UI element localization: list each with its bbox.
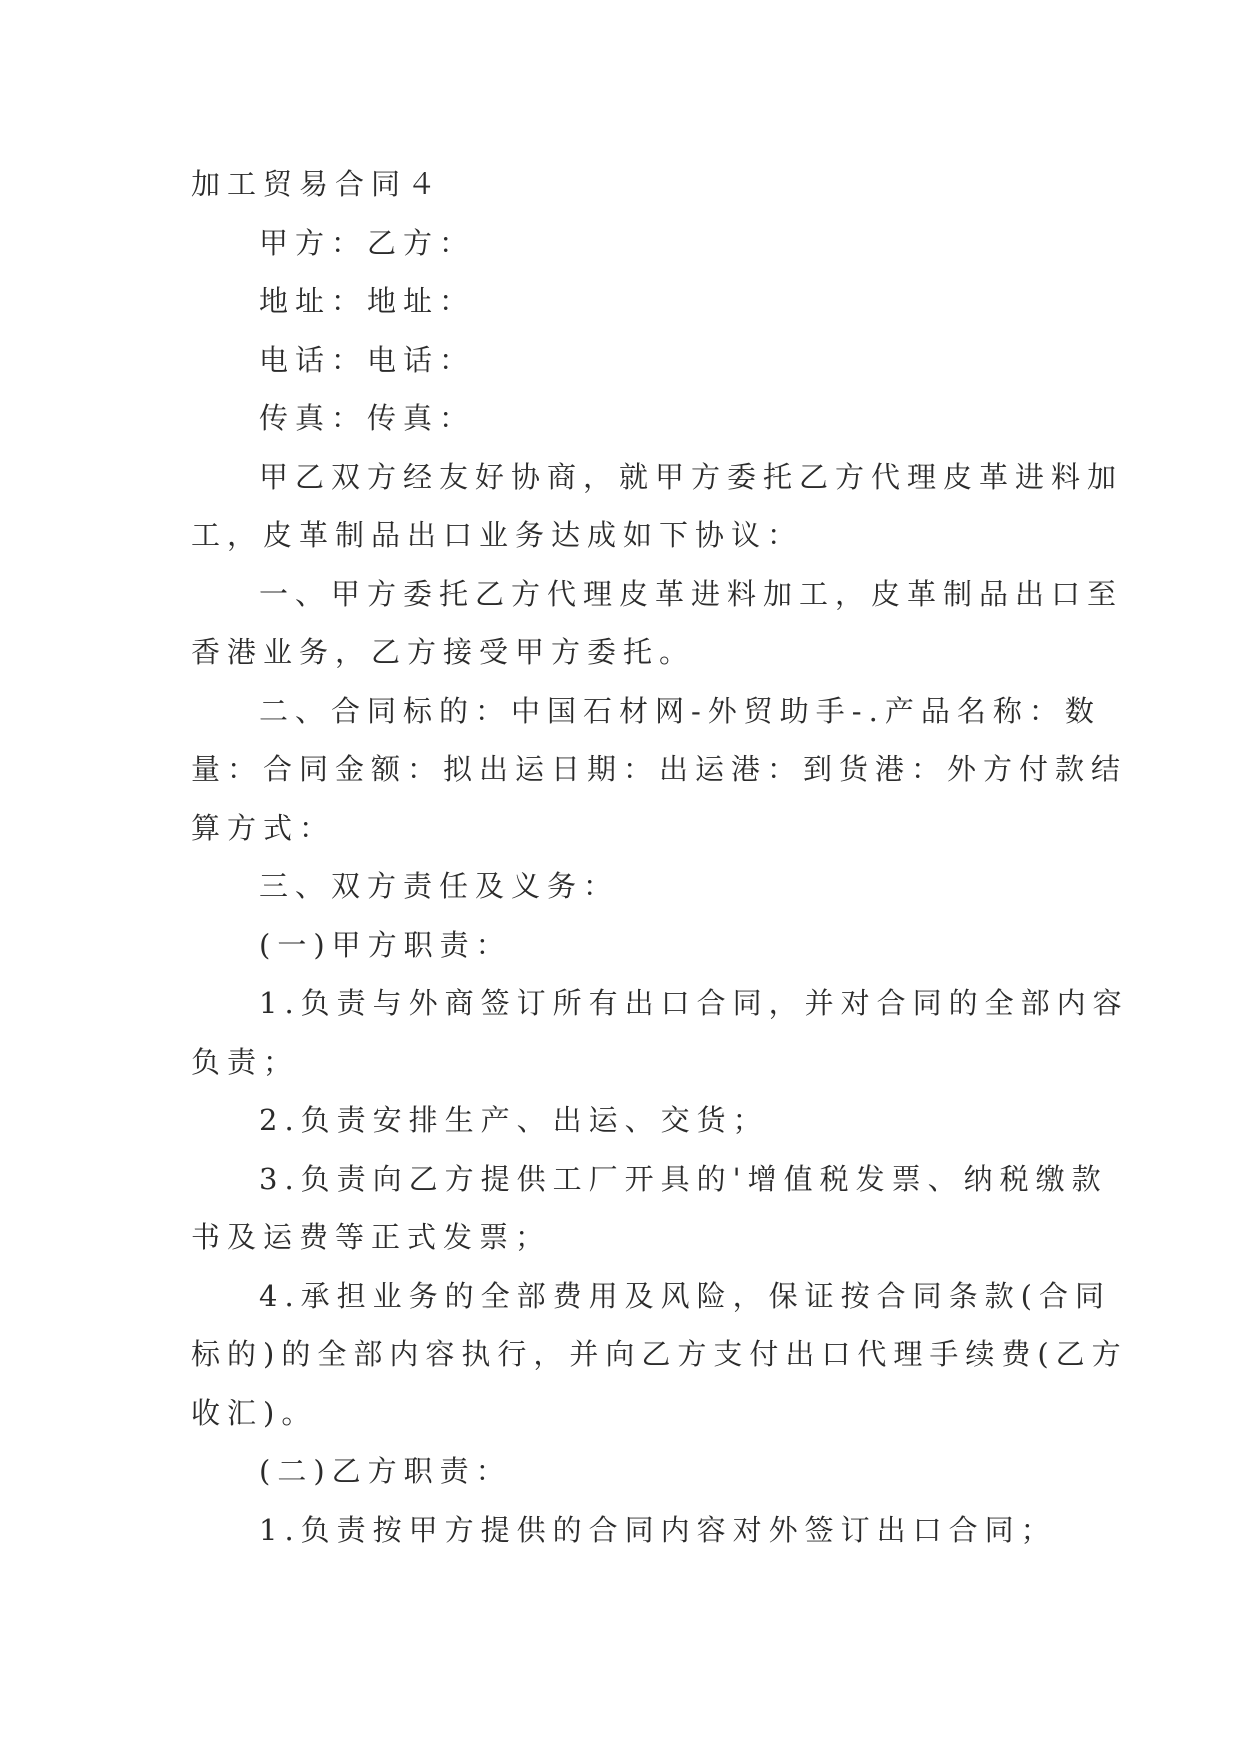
clause-2-line: 量：合同金额：拟出运日期：出运港：到货港：外方付款结 (191, 752, 1128, 786)
clause-3-heading: 三、双方责任及义务： (259, 869, 620, 903)
document-page (191, 155, 1129, 1559)
phone-line: 电话：电话： (259, 342, 476, 377)
party-line: 甲方：乙方： (259, 225, 476, 260)
intro-paragraph-line: 工，皮革制品出口业务达成如下协议： (191, 518, 804, 552)
duty-item-line: 4.承担业务的全部费用及风险，保证按合同条款(合同 (259, 1278, 1111, 1313)
clause-2-line: 算方式： (191, 810, 336, 845)
clause-1-line: 香港业务，乙方接受甲方委托。 (191, 635, 696, 669)
fax-line: 传真：传真： (259, 401, 476, 435)
document-title: 加工贸易合同４ (191, 167, 444, 201)
duty-item-line: 3.负责向乙方提供工厂开具的'增值税发票、纳税缴款 (259, 1161, 1108, 1196)
duty-item-line: 标的)的全部内容执行，并向乙方支付出口代理手续费(乙方 (191, 1337, 1128, 1371)
duty-item-line: 收汇)。 (191, 1395, 318, 1430)
party-a-duties-heading: (一)甲方职责： (259, 927, 512, 962)
clause-2-line: 二、合同标的：中国石材网-外贸助手-.产品名称：数 (259, 693, 1101, 728)
intro-paragraph-line: 甲乙双方经友好协商，就甲方委托乙方代理皮革进料加 (259, 459, 1124, 494)
clause-1-line: 一、甲方委托乙方代理皮革进料加工，皮革制品出口至 (259, 576, 1124, 611)
duty-item-line: 2.负责安排生产、出运、交货； (259, 1103, 769, 1137)
party-b-duties-heading: (二)乙方职责： (259, 1454, 512, 1488)
duty-item-line: 书及运费等正式发票； (191, 1220, 552, 1254)
duty-item-line: 1.负责按甲方提供的合同内容对外签订出口合同； (259, 1512, 1057, 1547)
duty-item-line: 1.负责与外商签订所有出口合同，并对合同的全部内容 (259, 986, 1129, 1020)
address-line: 地址：地址： (259, 284, 476, 318)
duty-item-line: 负责； (191, 1044, 300, 1079)
